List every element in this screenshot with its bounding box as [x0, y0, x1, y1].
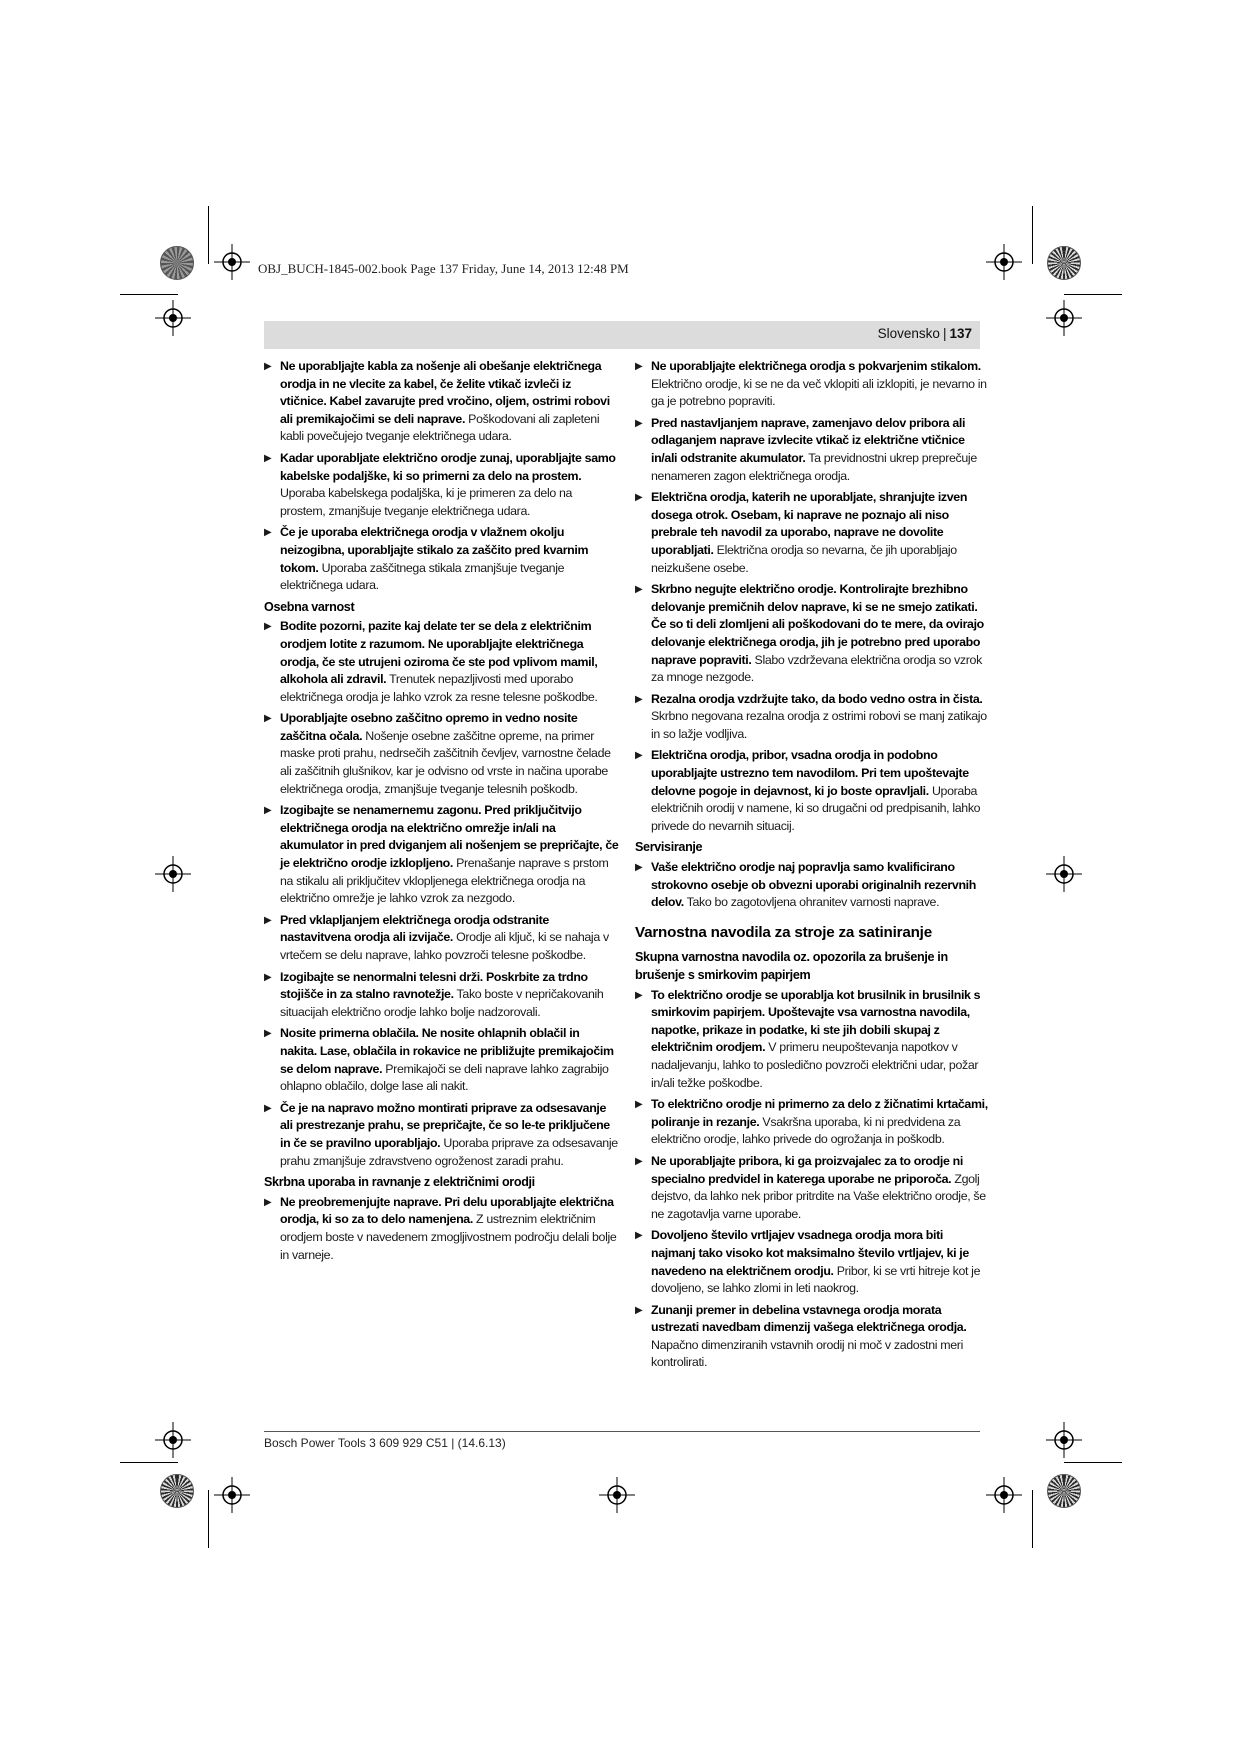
item-bold: Pred vklapljanjem električnega orodja odstranite nastavitvena orodja ali izvijače.	[280, 912, 549, 945]
bullet-arrow-icon: ▶	[635, 693, 643, 705]
bullet-arrow-icon: ▶	[264, 621, 272, 633]
item-text: Pribor, ki se vrti hitreje kot je dovoljeno, se lahko zlomi in leti naokrog.	[651, 1263, 981, 1296]
bullet-arrow-icon: ▶	[635, 989, 643, 1001]
crosshair-icon	[155, 1422, 191, 1458]
list-item	[635, 581, 990, 687]
item-text: Uporaba kabelskega podaljška, ki je primeren za delo na prostem, zmanjšuje tveganje električnega udara.	[280, 486, 573, 518]
item-text: Poškodovani ali zapleteni kabli povečujejo tveganje električnega udara.	[280, 411, 600, 444]
item-bold: Ne uporabljajte kabla za nošenje ali obešanje električnega orodja in ne vlecite za kabel, če želite vtikač izvleči iz vtičnice. Kabel zavarujte pred vročino, oljem, ostrimi robovi ali premikajočimi se deli naprave.	[280, 359, 610, 426]
registration-dial-icon	[1047, 246, 1081, 280]
bullet-arrow-icon: ▶	[635, 1099, 643, 1111]
list-item	[635, 691, 990, 744]
bullet-arrow-icon: ▶	[264, 1102, 272, 1114]
item-bold: Rezalna orodja vzdržujte tako, da bodo vedno ostra in čista.	[651, 691, 983, 706]
list-item	[635, 1302, 990, 1372]
registration-dial-icon	[1047, 1474, 1081, 1508]
item-bold: Izogibajte se nenamernemu zagonu. Pred priključitvijo električnega orodja na električno omrežje in/ali na akumulator in pred dviganjem ali nošenjem se prepričajte, če je električno orodje izklopljeno.	[280, 803, 619, 871]
list-item	[635, 1227, 990, 1297]
bullet-arrow-icon: ▶	[635, 584, 643, 596]
item-text: Tako boste v nepričakovanih situacijah električno orodje lahko bolje nadzorovali.	[280, 987, 604, 1019]
crosshair-icon	[986, 244, 1022, 280]
crop-mark	[1064, 294, 1122, 295]
item-bold: Pred nastavljanjem naprave, zamenjavo delov pribora ali odlaganjem naprave izvlecite vtikač iz električne vtičnice in/ali odstranite akumulator.	[651, 415, 966, 465]
item-bold: Vaše električno orodje naj popravlja samo kvalificirano strokovno osebje ob obvezni uporabi originalnih rezervnih delov.	[651, 860, 976, 910]
bullet-arrow-icon: ▶	[635, 1304, 643, 1316]
bullet-arrow-icon: ▶	[264, 914, 272, 926]
registration-dial-icon	[160, 1474, 194, 1508]
print-header: OBJ_BUCH-1845-002.book Page 137 Friday, June 14, 2013 12:48 PM	[258, 261, 629, 276]
crosshair-icon	[155, 856, 191, 892]
bullet-arrow-icon: ▶	[635, 361, 643, 372]
page-footer: Bosch Power Tools 3 609 929 C51 | (14.6.13)	[264, 1436, 506, 1450]
item-text: Uporaba priprave za odsesavanje prahu zmanjšuje zdravstveno ogroženost zaradi prahu.	[280, 1135, 618, 1168]
bullet-arrow-icon: ▶	[635, 1155, 643, 1167]
crop-mark	[208, 206, 209, 264]
list-item	[635, 747, 990, 835]
list-item	[264, 618, 619, 706]
item-text: Uporaba električnih orodij v namene, ki so drugačni od predpisanih, lahko privede do nevarnih situacij.	[651, 783, 981, 833]
item-text: Napačno dimenziranih vstavnih orodij ni moč v zadostni meri kontrolirati.	[651, 1337, 963, 1370]
footer-rule	[264, 1431, 980, 1432]
crop-mark	[120, 1462, 178, 1463]
item-text: Prenašanje naprave s prstom na stikalu ali priključitev vklopljenega električnega orodja na električno omrežje je lahko vzrok za nezgodo.	[280, 856, 609, 906]
subheading-skupna-navodila: Skupna varnostna navodila oz. opozorila za brušenje in brušenje s smirkovim papirjem	[635, 950, 948, 982]
item-bold: Če je uporaba električnega orodja v vlažnem okolju neizogibna, uporabljajte stikalo za zaščito pred kvarnim tokom.	[280, 525, 589, 575]
list-item	[635, 489, 990, 577]
crop-mark	[1032, 206, 1033, 264]
list-item	[264, 969, 619, 1022]
left-column	[264, 358, 619, 1268]
list-item	[264, 450, 619, 520]
item-text: Tako bo zagotovljena ohranitev varnosti naprave.	[683, 895, 940, 910]
crop-mark	[1032, 1490, 1033, 1548]
bullet-arrow-icon: ▶	[635, 862, 643, 874]
subheading-skrbna-uporaba: Skrbna uporaba in ravnanje z električnimi orodji	[264, 1175, 535, 1190]
item-text: Uporaba zaščitnega stikala zmanjšuje tveganje električnega udara.	[280, 560, 565, 593]
bullet-arrow-icon: ▶	[264, 805, 272, 817]
list-item	[264, 524, 619, 594]
bullet-arrow-icon: ▶	[264, 527, 272, 539]
item-text: Orodje ali ključ, ki se nahaja v vrtečem se delu naprave, lahko povzroči telesne poškodbe.	[280, 930, 609, 962]
list-item	[264, 1025, 619, 1095]
crosshair-icon	[1046, 856, 1082, 892]
bullet-arrow-icon: ▶	[264, 1196, 272, 1208]
item-text: Ta previdnostni ukrep preprečuje nenameren zagon električnega orodja.	[651, 450, 977, 483]
crosshair-icon	[599, 1477, 635, 1513]
header-right	[878, 326, 972, 341]
item-text: Slabo vzdrževana električna orodja so vzrok za mnoge nezgode.	[651, 652, 982, 685]
item-bold: Skrbno negujte električno orodje. Kontrolirajte brezhibno delovanje premičnih delov naprave, ki se ne smejo zatikati. Če so ti deli zlomljeni ali poškodovani do te mere, da ovirajo delovanje električnega orodja, jih je potrebno pred uporabo naprave popraviti.	[651, 582, 984, 667]
item-bold: Ne preobremenjujte naprave. Pri delu uporabljajte električna orodja, ki so za to delo namenjena.	[280, 1194, 614, 1227]
crop-mark	[208, 1490, 209, 1548]
item-text: Zgolj dejstvo, da lahko nek pribor pritrdite na Vaše električno orodje, še ne zagotavlja varne uporabe.	[651, 1171, 986, 1221]
item-text: Vsakršna uporaba, ki ni predvidena za električno orodje, lahko privede do ogrožanja in poškodb.	[651, 1114, 961, 1147]
bullet-arrow-icon: ▶	[264, 713, 272, 725]
bullet-arrow-icon: ▶	[264, 1028, 272, 1040]
item-text: Skrbno negovana rezalna orodja z ostrimi robovi se manj zatikajo in so lažje vodljiva.	[651, 709, 987, 741]
crosshair-icon	[1046, 1422, 1082, 1458]
crosshair-icon	[1046, 300, 1082, 336]
list-item	[264, 1194, 619, 1264]
list-item	[635, 1096, 990, 1149]
item-bold: Izogibajte se nenormalni telesni drži. Poskrbite za trdno stojišče in za stalno ravnotežje.	[280, 969, 588, 1002]
bullet-arrow-icon: ▶	[635, 417, 643, 429]
item-bold: Uporabljajte osebno zaščitno opremo in vedno nosite zaščitna očala.	[280, 711, 578, 743]
item-bold: To električno orodje ni primerno za delo z žičnatimi krtačami, poliranje in rezanje.	[651, 1097, 988, 1129]
crop-mark	[1064, 1462, 1122, 1463]
list-item	[264, 1100, 619, 1170]
crosshair-icon	[214, 1477, 250, 1513]
crosshair-icon	[214, 244, 250, 280]
bullet-arrow-icon: ▶	[635, 1230, 643, 1242]
item-text: Trenutek nepazljivosti med uporabo električnega orodja je lahko vzrok za resne telesne poškodbe.	[280, 672, 598, 704]
list-item	[635, 859, 990, 912]
item-bold: Če je na napravo možno montirati priprave za odsesavanje ali prestrezanje prahu, se prepričajte, če so le-te priključene in če se pravilno uporabljajo.	[280, 1100, 610, 1150]
list-item	[264, 358, 619, 446]
item-text: Nošenje osebne zaščitne opreme, na primer maske proti prahu, nedrsečih zaščitnih čevljev, varnostne čelade ali zaščitnih glušnikov, kar je odvisno od vrste in načina uporabe električnega orodja, zmanjšuje tveganje telesnih poškodb.	[280, 728, 611, 796]
item-bold: Dovoljeno število vrtljajev vsadnega orodja mora biti najmanj tako visoko kot maksimalno število vrtljajev, ki je navedeno na električnem orodju.	[651, 1228, 969, 1278]
item-bold: Zunanji premer in debelina vstavnega orodja morata ustrezati navedbam dimenzij vašega električnega orodja.	[651, 1302, 967, 1335]
list-item	[635, 1153, 990, 1223]
bullet-arrow-icon: ▶	[635, 492, 643, 504]
subheading-osebna-varnost: Osebna varnost	[264, 599, 355, 614]
page-number: 137	[949, 326, 972, 341]
list-item	[635, 415, 990, 485]
crosshair-icon	[155, 300, 191, 336]
registration-dial-icon	[160, 246, 194, 280]
bullet-arrow-icon: ▶	[635, 750, 643, 762]
subheading-servisiranje: Servisiranje	[635, 840, 703, 855]
crosshair-icon	[986, 1477, 1022, 1513]
right-column	[635, 358, 990, 1376]
header-separator: |	[942, 326, 947, 341]
item-bold: Nosite primerna oblačila. Ne nosite ohlapnih oblačil in nakita. Lase, oblačila in rokavice ne približujte premikajočim se delom naprave.	[280, 1026, 614, 1076]
item-bold: Električna orodja, katerih ne uporabljate, shranjujte izven dosega otrok. Osebam, ki naprave ne poznajo ali niso prebrale teh navodil za uporabo, naprave ne dovolite uporabljati.	[651, 490, 968, 557]
item-bold: Električna orodja, pribor, vsadna orodja in podobno uporabljajte ustrezno tem navodilom. Pri tem upoštevajte delovne pogoje in dejavnost, ki jo boste opravljali.	[651, 748, 969, 798]
bullet-arrow-icon: ▶	[264, 452, 272, 464]
list-item	[635, 987, 990, 1093]
item-bold: Kadar uporabljate električno orodje zunaj, uporabljajte samo kabelske podaljške, ki so primerni za delo na prostem.	[280, 450, 616, 483]
item-text: Električna orodja so nevarna, če jih uporabljajo neizkušene osebe.	[651, 542, 957, 575]
item-text: Električno orodje, ki se ne da več vklopiti ali izklopiti, je nevarno in ga je potrebno popraviti.	[651, 376, 987, 409]
header-language: Slovensko	[877, 326, 940, 341]
item-bold: To električno orodje se uporablja kot brusilnik in brusilnik s smirkovim papirjem. Upoštevajte vsa varnostna navodila, napotke, prikaze in podatke, ki ste jih dobili skupaj z električnim orodjem.	[651, 987, 981, 1055]
item-bold: Bodite pozorni, pazite kaj delate ter se dela z električnim orodjem lotite z razumom. Ne uporabljajte električnega orodja, če ste utrujeni oziroma če ste pod vplivom mamil, alkohola ali zdravil.	[280, 619, 598, 687]
item-text: V primeru neupoštevanja napotkov v nadaljevanju, lahko to posledično povzroči električni udar, požar in/ali težke poškodbe.	[651, 1040, 979, 1090]
list-item	[264, 802, 619, 908]
list-item	[264, 710, 619, 798]
running-header	[264, 321, 980, 349]
item-bold: Ne uporabljajte pribora, ki ga proizvajalec za to orodje ni specialno predvidel in katerega uporabe ne priporoča.	[651, 1153, 963, 1186]
item-bold: Ne uporabljajte električnega orodja s pokvarjenim stikalom.	[651, 359, 981, 373]
bullet-arrow-icon: ▶	[264, 361, 272, 372]
bullet-arrow-icon: ▶	[264, 971, 272, 983]
list-item	[635, 358, 990, 411]
item-text: Premikajoči se deli naprave lahko zagrabijo ohlapno oblačilo, dolge lase ali nakit.	[280, 1061, 609, 1094]
item-text: Z ustreznim električnim orodjem boste v navedenem zmogljivostnem področju delali bolje in varneje.	[280, 1212, 617, 1262]
list-item	[264, 912, 619, 965]
section-title: Varnostna navodila za stroje za satiniranje	[635, 923, 932, 941]
crop-mark	[120, 294, 178, 295]
